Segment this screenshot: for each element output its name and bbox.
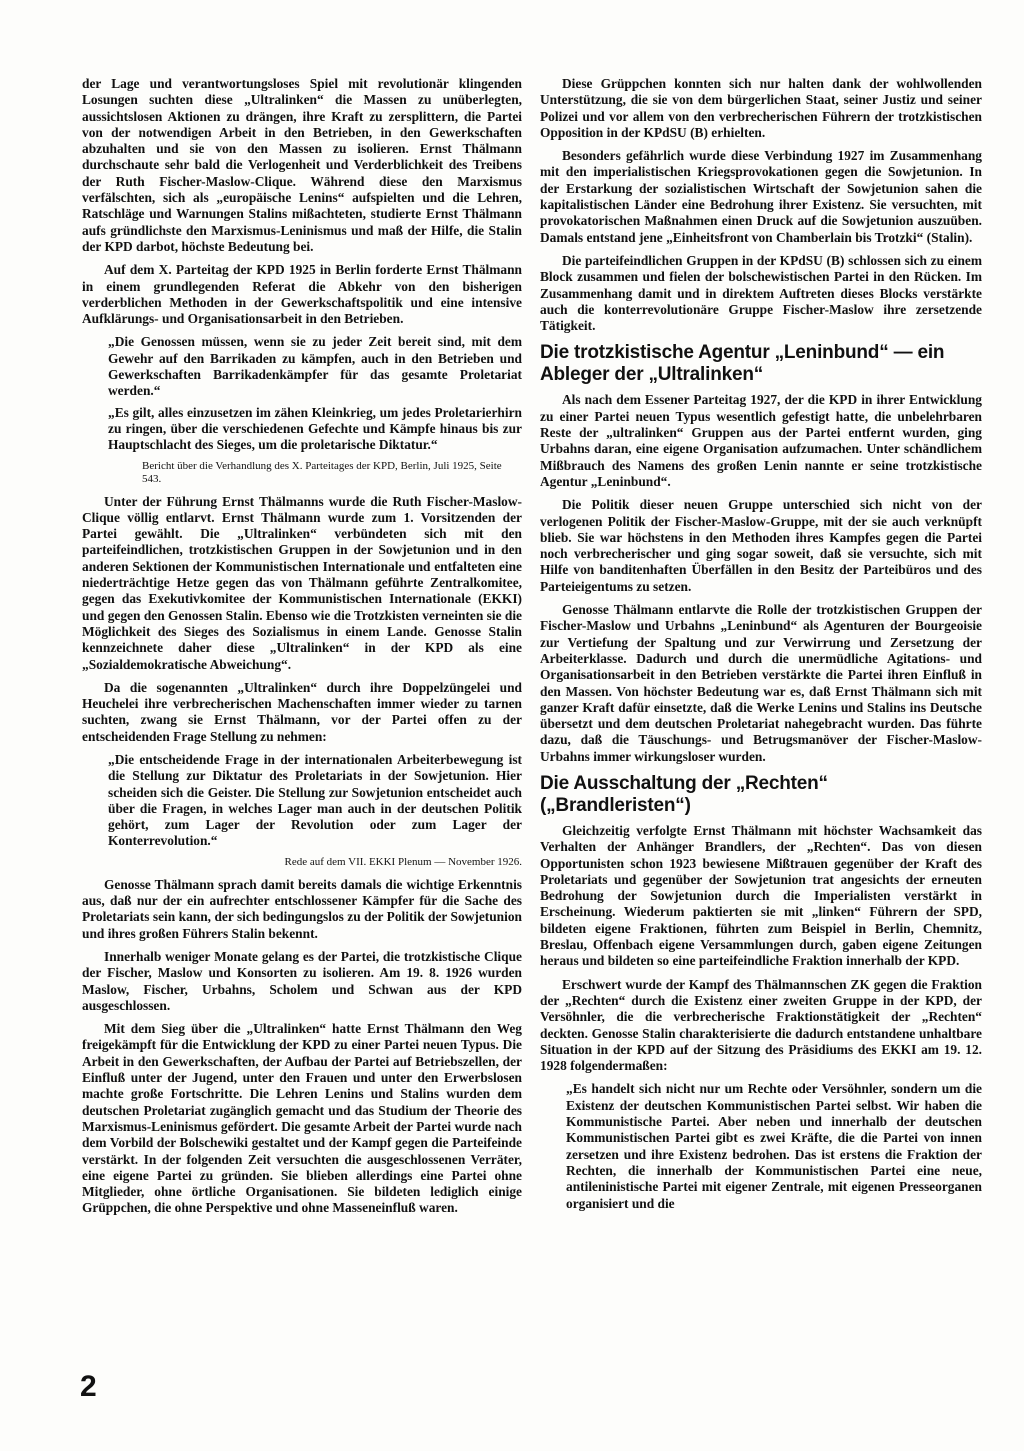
quote-paragraph: „Es handelt sich nicht nur um Rechte oder Versöhnler, sondern um die Existenz der deutschen Kommunistischen Partei selbst. Wir haben die Kommunistische Partei. Aber neben und innerhalb der deutschen Kommunistischen Partei gibt es zwei Kräfte, die die Partei von innen zersetzen und ihre Existenz bedrohen. Das ist erstens die Fraktion der Rechten, die innerhalb der Kommunistischen Partei eine neue, antileninistische Partei mit eigener Zentrale, mit eigenen Presseorganen organisiert und die — [566, 1081, 982, 1211]
paragraph: Erschwert wurde der Kampf des Thälmannschen ZK gegen die Fraktion der „Rechten“ durch die Existenz einer zweiten Gruppe in der KPD, der Versöhnler, die die verbrecherische Fraktionstätigkeit der „Rechten“ deckten. Genosse Stalin charakterisierte die dadurch entstandene unhaltbare Situation in der KPD auf der Sitzung des Präsidiums des EKKI am 19. 12. 1928 folgendermaßen: — [540, 976, 982, 1074]
paragraph: Die Politik dieser neuen Gruppe unterschied sich nicht von der verlogenen Politik der Fischer-Maslow-Gruppe, mit der sie auch verknüpft blieb. Sie war höchstens in den Methoden ihres Kampfes gegen die Partei noch verbrecherischer und ging sogar soweit, daß sie versuchte, sich mit Hilfe von banditenhaften Überfällen in den Besitz der Parteibüros und des Parteieigentums zu setzen. — [540, 497, 982, 594]
paragraph: Mit dem Sieg über die „Ultralinken“ hatte Ernst Thälmann den Weg freigekämpft für die Entwicklung der KPD zu einer Partei neuen Typus. Die Arbeit in den Gewerkschaften, der Aufbau der Partei auf Betriebszellen, der Einfluß unter der Jugend, unter den Frauen und unter den Erwerbslosen machte große Fortschritte. Die Lehren Lenins und Stalins wurden dem deutschen Proletariat zugänglich gemacht und das Studium der Theorie des Marxismus-Leninismus gefördert. Die gesamte Arbeit der Partei wurde nach dem Vorbild der Bolschewiki gestaltet und der Kampf gegen die Parteifeinde verstärkt. In der folgenden Zeit versuchten die ausgeschlossenen Verräter, eine eigene Partei zu gründen. Sie blieben allerdings eine Partei ohne Mitglieder, ohne örtliche Organisationen. Sie bildeten lediglich einige Grüppchen, die ohne Perspektive und ohne Masseneinfluß waren. — [82, 1021, 522, 1216]
paragraph: Gleichzeitig verfolgte Ernst Thälmann mit höchster Wachsamkeit das Verhalten der Anhänger Brandlers, der „Rechten“. Das von diesen Opportunisten schon 1923 bewiesene Mißtrauen gegenüber der Kraft des Proletariats und gegenüber der Sowjetunion trat angesichts der erneuten Bedrohung der Sowjetunion durch die Imperialisten verstärkt in Erscheinung. Wiederum paktierten sie mit „linken“ Führern der SPD, bildeten eigene Fraktionen, führten zum Beispiel in Berlin, Chemnitz, Breslau, Offenbach eigene Versammlungen durch, gaben eigene Zeitungen heraus und bildeten so eine parteifeindliche Fraktion innerhalb der KPD. — [540, 822, 982, 969]
left-column — [82, 76, 522, 1224]
paragraph: Auf dem X. Parteitag der KPD 1925 in Berlin forderte Ernst Thälmann in einem grundlegenden Referat die Abkehr von den bisherigen verderblichen Methoden in der Gewerkschaftspolitik und eine intensive Aufklärungs- und Organisationsarbeit in den Betrieben. — [82, 262, 522, 327]
quote-paragraph: „Die Genossen müssen, wenn sie zu jeder Zeit bereit sind, mit dem Gewehr auf den Barrikaden zu kämpfen, auch in den Betrieben und Gewerkschaften Barrikadenkämpfer für das gesamte Proletariat werden.“ — [108, 334, 522, 399]
source-citation: Bericht über die Verhandlung des X. Parteitages der KPD, Berlin, Juli 1925, Seite 543. — [142, 459, 502, 485]
page-number: 2 — [80, 1370, 97, 1403]
paragraph: Unter der Führung Ernst Thälmanns wurde die Ruth Fischer-Maslow-Clique völlig entlarvt. Ernst Thälmann wurde zum 1. Vorsitzenden der Partei gewählt. Die „Ultralinken“ verbündeten sich mit den parteifeindlichen, trotzkistischen Gruppen in der Sowjetunion und in den anderen Sektionen der Kommunistischen Internationale und entfalteten eine niederträchtige Hetze gegen das von Thälmann geführte Zentralkomitee, gegen das Exekutivkomitee der Kommunistischen Internationale (EKKI) und gegen den Genossen Stalin. Ebenso wie die Trotzkisten verneinten sie die Möglichkeit des Sieges des Sozialismus in einem Lande. Genosse Stalin kennzeichnete daher diese „Ultralinken“ in der KPD als eine „Sozialdemokratische Abweichung“. — [82, 493, 522, 672]
section-heading: Die trotzkistische Agentur „Leninbund“ — ein Ableger der „Ultralinken“ — [540, 342, 945, 386]
source-citation: Rede auf dem VII. EKKI Plenum — November 1926. — [284, 855, 522, 868]
quotation — [108, 334, 522, 453]
paragraph: der Lage und verantwortungsloses Spiel mit revolutionär klingenden Losungen suchten diese „Ultralinken“ die Massen zu unüberlegten, aussichtslosen Aktionen zu drängen, ihre Kraft zu zersplittern, die Partei von der notwendigen Arbeit in den Betrieben, in den Gewerkschaften abzuhalten und sie von den Massen zu isolieren. Ernst Thälmann durchschaute sehr bald die Verlogenheit und Verderblichkeit des Treibens der Ruth Fischer-Maslow-Clique. Während diese den Marxismus verfälschten, sich als „europäische Lenins“ aufspielten und die Lehren, Ratschläge und Warnungen Stalins mißachteten, studierte Ernst Thälmann aufs gründlichste den Marxismus-Leninismus und maß der Hilfe, die Stalin der KPD darbot, höchste Bedeutung bei. — [82, 76, 522, 254]
quote-paragraph: „Die entscheidende Frage in der internationalen Arbeiterbewegung ist die Stellung zur Diktatur des Proletariats in der Sowjetunion. Hier scheiden sich die Geister. Die Stellung zur Sowjetunion entscheidet auch über die Fragen, in welches Lager man auch in der deutschen Politik gehört, zum Lager der Revolution oder zum Lager der Konterrevolution.“ — [108, 751, 522, 849]
paragraph: Innerhalb weniger Monate gelang es der Partei, die trotzkistische Clique der Fischer, Maslow und Konsorten zu isolieren. Am 19. 8. 1926 wurden Maslow, Fischer, Urbahns, Scholem und Schwan aus der KPD ausgeschlossen. — [82, 948, 522, 1013]
quote-paragraph: „Es gilt, alles einzusetzen im zähen Kleinkrieg, um jedes Proletarierhirn zu ringen, über die verschiedenen Gefechte und Kämpfe hinaus bis zur Hauptschlacht des Sieges, um die proletarische Diktatur.“ — [108, 404, 522, 453]
paragraph: Die parteifeindlichen Gruppen in der KPdSU (B) schlossen sich zu einem Block zusammen und fielen der bolschewistischen Partei in den Rücken. Im Zusammenhang damit und in direktem Auftreten dieses Blocks verstärkte auch die konterrevolutionäre Gruppe Fischer-Maslow ihre zersetzende Tätigkeit. — [540, 252, 982, 334]
paragraph: Da die sogenannten „Ultralinken“ durch ihre Doppelzüngelei und Heuchelei ihre verbrecherischen Machenschaften immer wieder zu tarnen suchten, zwang sie Ernst Thälmann, vor der Partei offen zu der entscheidenden Frage Stellung zu nehmen: — [82, 679, 522, 744]
quotation — [566, 1081, 982, 1211]
paragraph: Genosse Thälmann sprach damit bereits damals die wichtige Erkenntnis aus, daß nur der ein aufrechter entschlossener Kämpfer für die Sache des Proletariats sein kann, der sich bedingungslos zu der Politik der Sowjetunion und ihres großen Führers Stalin bekennt. — [82, 876, 522, 941]
quotation — [108, 752, 522, 850]
right-column — [540, 76, 982, 1218]
paragraph: Diese Grüppchen konnten sich nur halten dank der wohlwollenden Unterstützung, die sie von dem bürgerlichen Staat, seiner Justiz und seiner Polizei und vor allem von den verbrecherischen Führern der trotzkistischen Opposition in der KPdSU (B) erhielten. — [540, 76, 982, 140]
section-heading: Die Ausschaltung der „Rechten“ („Brandleristen“) — [540, 772, 828, 816]
paragraph: Als nach dem Essener Parteitag 1927, der die KPD in ihrer Entwicklung zu einer Partei neuen Typus wesentlich gefestigt hatte, die unbelehrbaren Reste der „ultralinken“ Gruppen aus der Partei entfernt wurden, ging Urbahns daran, eine eigene Organisation aufzumachen. Unter schändlichem Mißbrauch des Namens des großen Lenin nannte er seine trotzkistische Agentur „Leninbund“. — [540, 392, 982, 489]
paragraph: Besonders gefährlich wurde diese Verbindung 1927 im Zusammenhang mit den imperialistischen Kriegsprovokationen gegen die Sowjetunion. In der Erstarkung der sozialistischen Wirtschaft der Sowjetunion sahen die kapitalistischen Länder eine Bedrohung ihrer Existenz. Sie versuchten, mit provokatorischen Maßnahmen einen Druck auf die Sowjetunion auszuüben. Damals entstand jene „Einheitsfront von Chamberlain bis Trotzki“ (Stalin). — [540, 148, 982, 245]
paragraph: Genosse Thälmann entlarvte die Rolle der trotzkistischen Gruppen der Fischer-Maslow und Urbahns „Leninbund“ als Agenturen der Bourgeoisie zur Vertiefung der Spaltung und zur Verwirrung und Zersetzung der Arbeiterklasse. Dadurch und durch die unermüdliche Agitations- und Organisationsarbeit in den Betrieben verstärkte die Partei ihren Einfluß in den Massen. Von höchster Bedeutung war es, daß Ernst Thälmann sich mit ganzer Kraft dafür einsetzte, daß die Werke Lenins und Stalins ins Deutsche übersetzt und dem deutschen Proletariat nahegebracht wurden. Das führte dazu, daß die Täuschungs- und Betrugsmanöver der Fischer-Maslow-Urbahns immer wirkungsloser wurden. — [540, 602, 982, 764]
